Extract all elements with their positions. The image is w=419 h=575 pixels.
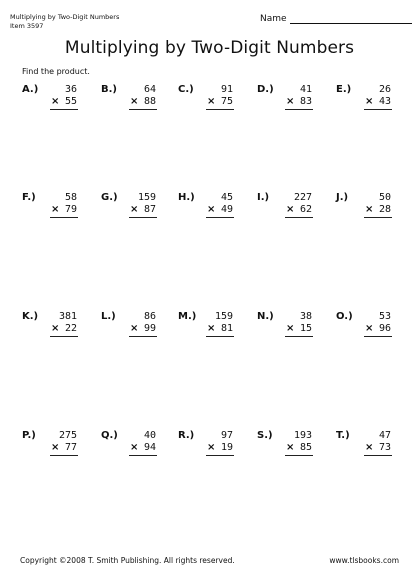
times-icon: × (130, 442, 139, 453)
times-icon: × (207, 204, 216, 215)
problem-multiplicand: 86 (143, 311, 156, 322)
problem-multiplicand: 159 (137, 192, 156, 203)
problem-label: J.) (336, 192, 349, 203)
answer-line (129, 109, 157, 110)
problem-item (22, 84, 102, 124)
problem-label: I.) (257, 192, 270, 203)
times-icon: × (286, 204, 295, 215)
problem-multiplicand: 41 (299, 84, 312, 95)
problem-multiplicand: 58 (64, 192, 77, 203)
problem-label: M.) (178, 311, 197, 322)
problem-label: D.) (257, 84, 274, 95)
name-label: Name (260, 14, 287, 24)
page-title: Multiplying by Two-Digit Numbers (64, 38, 355, 58)
times-icon: × (130, 96, 139, 107)
times-icon: × (51, 204, 60, 215)
answer-line (206, 217, 234, 218)
website-link[interactable]: www.tlsbooks.com (329, 556, 399, 565)
answer-line (206, 109, 234, 110)
answer-line (285, 455, 313, 456)
problem-multiplier: 49 (220, 204, 233, 215)
problem-label: R.) (178, 430, 195, 441)
times-icon: × (207, 442, 216, 453)
problem-multiplier: 77 (64, 442, 77, 453)
problem-multiplier: 85 (299, 442, 312, 453)
answer-line (364, 455, 392, 456)
problem-multiplier: 94 (143, 442, 156, 453)
problem-multiplier: 43 (378, 96, 391, 107)
problem-label: G.) (101, 192, 118, 203)
problem-label: K.) (22, 311, 39, 322)
answer-line (129, 217, 157, 218)
instructions: Find the product. (22, 67, 90, 76)
problem-multiplier: 55 (64, 96, 77, 107)
answer-line (129, 455, 157, 456)
problem-multiplier: 28 (378, 204, 391, 215)
problem-item (101, 84, 181, 124)
problem-label: P.) (22, 430, 36, 441)
problem-multiplicand: 91 (220, 84, 233, 95)
header-item-number: Item 3597 (10, 22, 44, 30)
problem-item (22, 192, 102, 232)
problem-multiplicand: 38 (299, 311, 312, 322)
times-icon: × (51, 96, 60, 107)
problem-label: A.) (22, 84, 39, 95)
problem-item (336, 192, 416, 232)
times-icon: × (51, 323, 60, 334)
times-icon: × (130, 323, 139, 334)
answer-line (50, 109, 78, 110)
problem-multiplier: 22 (64, 323, 77, 334)
problem-item (257, 430, 337, 470)
answer-line (364, 109, 392, 110)
problem-multiplicand: 40 (143, 430, 156, 441)
problem-multiplicand: 159 (214, 311, 233, 322)
problem-multiplicand: 45 (220, 192, 233, 203)
problem-item (178, 84, 258, 124)
problem-multiplier: 15 (299, 323, 312, 334)
times-icon: × (207, 96, 216, 107)
problem-multiplier: 79 (64, 204, 77, 215)
problem-multiplicand: 64 (143, 84, 156, 95)
answer-line (50, 455, 78, 456)
answer-line (285, 217, 313, 218)
problem-multiplier: 73 (378, 442, 391, 453)
problem-multiplier: 99 (143, 323, 156, 334)
problem-item (101, 430, 181, 470)
problem-multiplier: 19 (220, 442, 233, 453)
problem-multiplier: 88 (143, 96, 156, 107)
problem-label: B.) (101, 84, 117, 95)
problem-label: S.) (257, 430, 273, 441)
answer-line (50, 217, 78, 218)
times-icon: × (286, 323, 295, 334)
problem-label: N.) (257, 311, 274, 322)
problem-item (101, 192, 181, 232)
problem-item (178, 311, 258, 351)
problem-multiplier: 75 (220, 96, 233, 107)
copyright-text: Copyright ©2008 T. Smith Publishing. All rights reserved. (20, 556, 235, 565)
times-icon: × (207, 323, 216, 334)
problem-multiplicand: 53 (378, 311, 391, 322)
problem-item (336, 311, 416, 351)
problem-item (178, 192, 258, 232)
problem-item (101, 311, 181, 351)
problem-multiplier: 62 (299, 204, 312, 215)
problem-multiplicand: 26 (378, 84, 391, 95)
problem-item (22, 430, 102, 470)
problem-item (257, 84, 337, 124)
problem-multiplicand: 227 (293, 192, 312, 203)
problem-multiplicand: 193 (293, 430, 312, 441)
problem-item (257, 192, 337, 232)
problem-label: C.) (178, 84, 194, 95)
times-icon: × (51, 442, 60, 453)
problem-item (336, 84, 416, 124)
problem-item (22, 311, 102, 351)
problem-label: F.) (22, 192, 36, 203)
problem-multiplicand: 275 (58, 430, 77, 441)
problem-multiplicand: 381 (58, 311, 77, 322)
problem-label: E.) (336, 84, 352, 95)
answer-line (285, 336, 313, 337)
header-worksheet-title: Multiplying by Two-Digit Numbers (10, 13, 120, 21)
problem-item (336, 430, 416, 470)
problem-multiplier: 83 (299, 96, 312, 107)
answer-line (129, 336, 157, 337)
answer-line (206, 455, 234, 456)
problem-label: H.) (178, 192, 195, 203)
answer-line (50, 336, 78, 337)
problem-multiplicand: 36 (64, 84, 77, 95)
problem-label: O.) (336, 311, 353, 322)
problem-item (257, 311, 337, 351)
problem-label: Q.) (101, 430, 118, 441)
answer-line (364, 217, 392, 218)
problem-multiplicand: 50 (378, 192, 391, 203)
answer-line (206, 336, 234, 337)
problem-multiplier: 96 (378, 323, 391, 334)
problem-multiplicand: 47 (378, 430, 391, 441)
times-icon: × (365, 323, 374, 334)
problem-multiplier: 87 (143, 204, 156, 215)
times-icon: × (365, 442, 374, 453)
problem-label: T.) (336, 430, 350, 441)
problem-item (178, 430, 258, 470)
answer-line (285, 109, 313, 110)
times-icon: × (365, 96, 374, 107)
times-icon: × (286, 442, 295, 453)
answer-line (364, 336, 392, 337)
times-icon: × (286, 96, 295, 107)
problem-multiplier: 81 (220, 323, 233, 334)
problem-label: L.) (101, 311, 116, 322)
times-icon: × (365, 204, 374, 215)
times-icon: × (130, 204, 139, 215)
problem-multiplicand: 97 (220, 430, 233, 441)
